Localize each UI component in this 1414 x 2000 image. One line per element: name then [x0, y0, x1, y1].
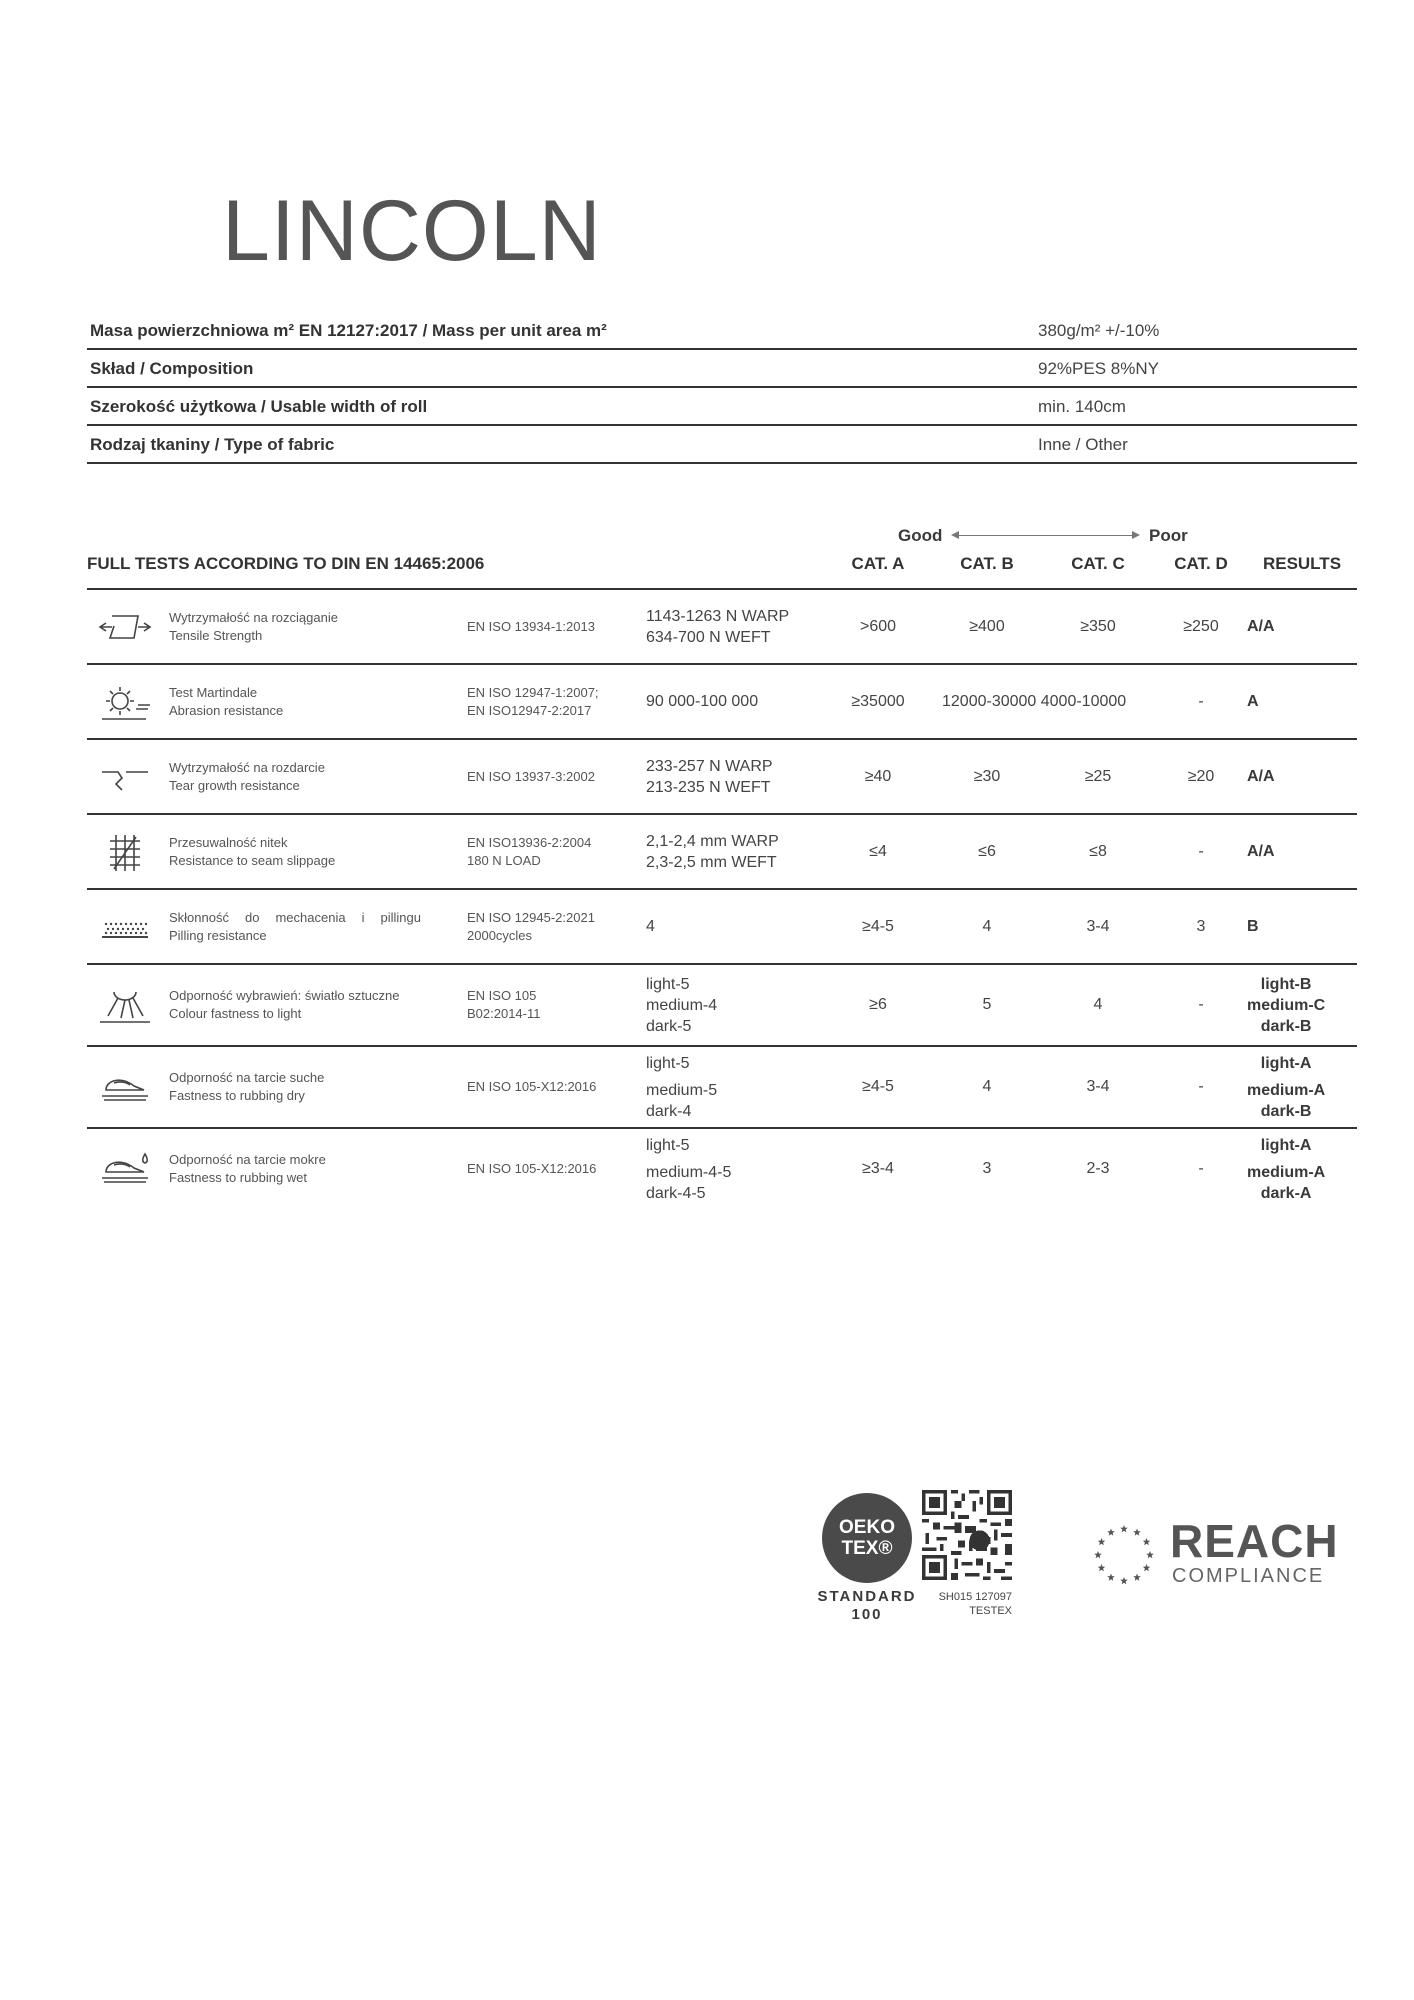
header-cat-a: CAT. A [851, 554, 905, 573]
cat-b-value: ≤6 [978, 842, 996, 860]
norm-line: EN ISO 13934-1:2013 [467, 618, 595, 634]
table-row [87, 740, 1357, 815]
cat-a-value: ≥6 [869, 996, 887, 1013]
test-norm [467, 740, 632, 813]
pilling-icon [87, 890, 163, 963]
cat-a-value: ≥4-5 [862, 917, 894, 935]
test-values [646, 1129, 846, 1209]
test-name-pl: Test Martindale [169, 684, 258, 700]
star-icon [1098, 1564, 1106, 1571]
cat-d-value: - [1198, 692, 1204, 710]
product-title: LINCOLN [222, 183, 602, 279]
oeko-tex-logo [822, 1493, 912, 1583]
cat-b-value: 4 [982, 1078, 992, 1095]
value-line: light-5 [646, 1136, 690, 1154]
star-icon [1143, 1538, 1151, 1545]
test-name-en: Tear growth resistance [169, 777, 300, 793]
reach-subtitle: COMPLIANCE [1172, 1565, 1325, 1587]
star-icon [1094, 1551, 1102, 1558]
tests-table [87, 590, 1357, 1209]
test-name [169, 815, 469, 888]
value-line: medium-5 [646, 1081, 718, 1099]
star-icon [1120, 1577, 1128, 1584]
result [1247, 890, 1259, 963]
tensile-icon [87, 590, 163, 663]
test-name-pl: Odporność wybrawień: światło sztuczne [169, 988, 400, 1003]
spec-table [87, 312, 1357, 464]
cat-a-value: ≥35000 [851, 692, 905, 710]
cat-d-value: - [1198, 1160, 1204, 1177]
norm-line: EN ISO 13937-3:2002 [467, 768, 595, 784]
test-name [169, 1047, 469, 1127]
table-row [87, 590, 1357, 665]
test-name [169, 740, 469, 813]
value-line: 2,1-2,4 mm WARP [646, 832, 779, 850]
result [1247, 740, 1275, 813]
cat-c-value: 2-3 [1086, 1160, 1110, 1177]
oeko-line-2: TEX® [841, 1538, 893, 1559]
spec-value: min. 140cm [1038, 397, 1126, 416]
cat-b-value: 4 [982, 917, 992, 935]
oeko-standard-number: 100 [851, 1606, 883, 1623]
header-cat-d: CAT. D [1174, 554, 1228, 573]
norm-line: EN ISO 12945-2:2021 [467, 909, 595, 925]
norm-line: EN ISO13936-2:2004 [467, 834, 592, 850]
value-line: 90 000-100 000 [646, 693, 759, 710]
norm-line: 2000cycles [467, 927, 533, 943]
eu-stars-icon [1089, 1520, 1159, 1590]
test-values [646, 890, 846, 963]
reach-title: REACH [1170, 1515, 1339, 1567]
value-line: 4 [646, 918, 655, 935]
spec-value: Inne / Other [1038, 435, 1128, 454]
test-values [646, 590, 846, 663]
test-name [169, 965, 469, 1045]
star-icon [1098, 1538, 1106, 1545]
test-name-pl: Przesuwalność nitek [169, 834, 288, 850]
test-name-en: Colour fastness to light [169, 1006, 302, 1021]
spec-label: Szerokość użytkowa / Usable width of roll [90, 397, 428, 416]
result-line: A/A [1247, 843, 1275, 860]
spec-label: Skład / Composition [90, 359, 254, 378]
certificate-issuer: TESTEX [969, 1605, 1012, 1617]
result [1247, 1129, 1325, 1209]
value-line: dark-5 [646, 1017, 692, 1035]
cat-b-value: ≥30 [973, 767, 1001, 785]
star-icon [1107, 1528, 1115, 1535]
cat-a-value: >600 [859, 617, 897, 635]
scale-poor-label: Poor [1149, 526, 1188, 545]
result-line: A [1247, 693, 1259, 710]
cat-b-value: 5 [982, 996, 992, 1013]
cat-b-c-value: 12000-30000 4000-10000 [942, 692, 1127, 710]
header-cat-b: CAT. B [960, 554, 1014, 573]
spec-value: 380g/m² +/-10% [1038, 321, 1160, 340]
norm-line: EN ISO12947-2:2017 [467, 702, 592, 718]
test-norm [467, 1047, 632, 1127]
test-name [169, 590, 469, 663]
result-line: dark-B [1260, 1017, 1312, 1035]
star-icon [1143, 1564, 1151, 1571]
cat-b-value: 3 [982, 1160, 992, 1177]
result-line: A/A [1247, 768, 1275, 785]
result-line: medium-C [1247, 996, 1326, 1014]
scale-double-arrow [953, 535, 1138, 536]
test-name [169, 665, 469, 738]
spec-row-width [87, 388, 1357, 426]
result-line: B [1247, 918, 1259, 935]
result [1247, 590, 1275, 663]
qr-caption [927, 1590, 1012, 1618]
tear-icon [87, 740, 163, 813]
cat-d-value: - [1198, 1078, 1204, 1095]
tests-header [87, 548, 1357, 590]
result-line: medium-A [1247, 1163, 1326, 1181]
norm-line: B02:2014-11 [467, 1006, 541, 1021]
cat-c-value: 3-4 [1086, 1078, 1110, 1095]
test-name-en: Resistance to seam slippage [169, 852, 336, 868]
cat-d-value: 3 [1196, 917, 1206, 935]
result-line: light-A [1260, 1054, 1312, 1072]
table-row [87, 1047, 1357, 1129]
cat-c-value: ≥25 [1084, 767, 1112, 785]
result-line: light-B [1260, 975, 1312, 993]
test-norm [467, 965, 632, 1045]
rubbing-wet-icon [87, 1129, 163, 1209]
test-norm [467, 890, 632, 963]
cat-d-value: ≥20 [1187, 767, 1215, 785]
cat-d-value: ≥250 [1183, 617, 1219, 635]
value-line: 634-700 N WEFT [646, 628, 771, 646]
test-name-en: Fastness to rubbing dry [169, 1088, 305, 1103]
result-line: dark-A [1260, 1184, 1312, 1202]
oeko-line-1: OEKO [839, 1517, 895, 1538]
result [1247, 965, 1325, 1045]
norm-line: EN ISO 105-X12:2016 [467, 1161, 597, 1176]
cat-c-value: 3-4 [1086, 917, 1110, 935]
oeko-standard-label [812, 1588, 922, 1624]
star-icon [1133, 1574, 1141, 1581]
test-values [646, 665, 846, 738]
star-icon [1146, 1551, 1154, 1558]
test-values [646, 815, 846, 888]
test-norm [467, 1129, 632, 1209]
result [1247, 815, 1275, 888]
value-line: 213-235 N WEFT [646, 778, 771, 796]
abrasion-icon [87, 665, 163, 738]
test-name-pl: Odporność na tarcie mokre [169, 1152, 326, 1167]
table-row [87, 815, 1357, 890]
test-name-pl: Wytrzymałość na rozciąganie [169, 609, 338, 625]
test-name-pl: Odporność na tarcie suche [169, 1070, 325, 1085]
value-line: 2,3-2,5 mm WEFT [646, 853, 777, 871]
cat-d-value: - [1198, 996, 1204, 1013]
test-name [169, 890, 469, 963]
test-norm [467, 815, 632, 888]
result [1247, 665, 1259, 738]
test-values [646, 740, 846, 813]
value-line: light-5 [646, 975, 690, 993]
table-row [87, 1129, 1357, 1209]
spec-row-mass [87, 312, 1357, 350]
test-name-en: Fastness to rubbing wet [169, 1170, 308, 1185]
test-name-en: Tensile Strength [169, 627, 263, 643]
table-row [87, 665, 1357, 740]
spec-label: Rodzaj tkaniny / Type of fabric [90, 435, 335, 454]
result-line: light-A [1260, 1136, 1312, 1154]
test-values [646, 965, 846, 1045]
light-fastness-icon [87, 965, 163, 1045]
value-line: 233-257 N WARP [646, 757, 773, 775]
cat-a-value: ≥3-4 [862, 1160, 894, 1177]
cat-b-value: ≥400 [969, 617, 1005, 635]
rubbing-dry-icon [87, 1047, 163, 1127]
result-line: A/A [1247, 618, 1275, 635]
result-line: dark-B [1260, 1102, 1312, 1120]
norm-line: 180 N LOAD [467, 852, 541, 868]
value-line: dark-4 [646, 1102, 692, 1120]
test-name-pl: Skłonność do mechacenia i pillingu [169, 909, 421, 925]
spec-row-fabric-type [87, 426, 1357, 464]
seam-slippage-icon [87, 815, 163, 888]
spec-label: Masa powierzchniowa m² EN 12127:2017 / Mass per unit area m² [90, 321, 607, 340]
tests-standard-heading: FULL TESTS ACCORDING TO DIN EN 14465:2006 [87, 554, 485, 573]
table-row [87, 890, 1357, 965]
oeko-standard-text: STANDARD [817, 1588, 917, 1605]
certificate-number: SH015 127097 [938, 1591, 1012, 1603]
test-name-en: Abrasion resistance [169, 702, 284, 718]
result-line: medium-A [1247, 1081, 1326, 1099]
test-name [169, 1129, 469, 1209]
test-name-pl: Wytrzymałość na rozdarcie [169, 759, 325, 775]
star-icon [1133, 1528, 1141, 1535]
cat-a-value: ≤4 [869, 842, 887, 860]
value-line: medium-4-5 [646, 1163, 732, 1181]
test-norm [467, 590, 632, 663]
qr-code-icon [922, 1490, 1012, 1580]
scale-good-label: Good [898, 526, 943, 545]
value-line: light-5 [646, 1054, 690, 1072]
cat-c-value: ≥350 [1080, 617, 1116, 635]
value-line: 1143-1263 N WARP [646, 607, 790, 625]
cat-a-value: ≥4-5 [862, 1078, 894, 1095]
result [1247, 1047, 1325, 1127]
test-values [646, 1047, 846, 1127]
spec-value: 92%PES 8%NY [1038, 359, 1159, 378]
test-norm [467, 665, 632, 738]
value-line: medium-4 [646, 996, 718, 1014]
star-icon [1120, 1525, 1128, 1532]
cat-a-value: ≥40 [864, 767, 892, 785]
cat-d-value: - [1198, 842, 1204, 860]
header-cat-c: CAT. C [1071, 554, 1125, 573]
norm-line: EN ISO 105-X12:2016 [467, 1079, 597, 1094]
header-results: RESULTS [1262, 554, 1342, 573]
test-name-en: Pilling resistance [169, 927, 267, 943]
norm-line: EN ISO 105 [467, 988, 537, 1003]
norm-line: EN ISO 12947-1:2007; [467, 684, 599, 700]
cat-c-value: 4 [1093, 996, 1103, 1013]
cat-c-value: ≤8 [1089, 842, 1107, 860]
table-row [87, 965, 1357, 1047]
star-icon [1107, 1574, 1115, 1581]
value-line: dark-4-5 [646, 1184, 706, 1202]
spec-row-composition [87, 350, 1357, 388]
